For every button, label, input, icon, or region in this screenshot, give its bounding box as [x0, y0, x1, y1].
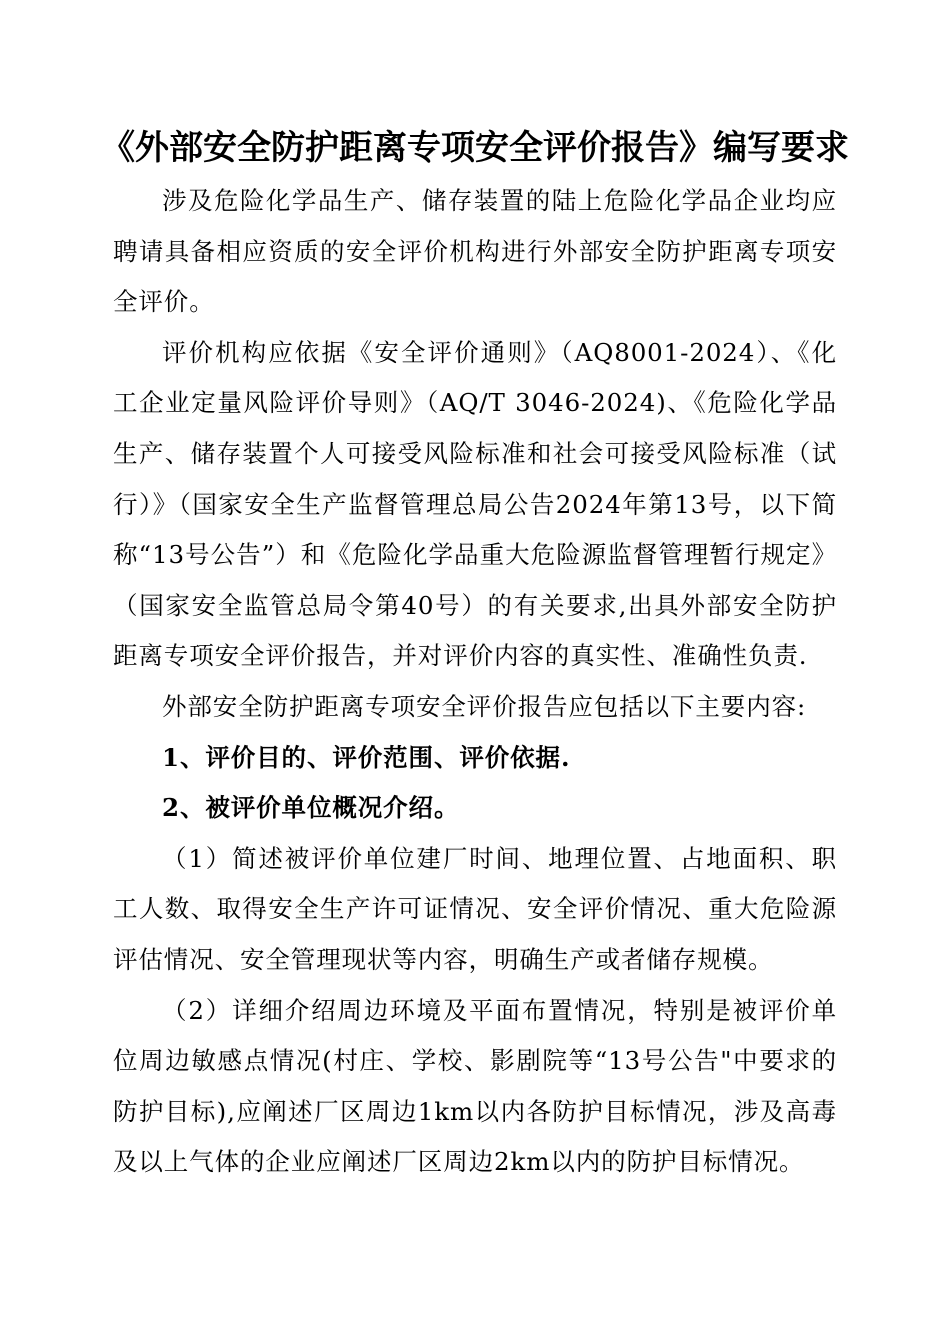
- section-heading-2: 2、被评价单位概况介绍。: [162, 793, 460, 823]
- paragraph-scope: 涉及危险化学品生产、储存装置的陆上危险化学品企业均应聘请具备相应资质的安全评价机构进行外部安全防护距离专项安全评价。: [113, 186, 837, 317]
- paragraph-basis: 评价机构应依据《安全评价通则》（AQ8001-2024）、《化工企业定量风险评价导则》（AQ/T 3046-2024)、《危险化学品生产、储存装置个人可接受风险标准和社会可接受风险标准（试行）》（国家安全生产监督管理总局公告2024年第13号，以下简称“13号公告”）和《危险化学品重大危险源监督管理暂行规定》（国家安全监管总局令第40号）的有关要求,出具外部安全防护距离专项安全评价报告，并对评价内容的真实性、准确性负责.: [113, 337, 837, 671]
- paragraph-item-2: （2）详细介绍周边环境及平面布置情况，特别是被评价单位周边敏感点情况(村庄、学校、影剧院等“13号公告"中要求的防护目标),应阐述厂区周边1km以内各防护目标情况，涉及高毒及以上气体的企业应阐述厂区周边2km以内的防护目标情况。: [113, 995, 837, 1177]
- paragraph-contents-intro: 外部安全防护距离专项安全评价报告应包括以下主要内容:: [162, 691, 807, 721]
- document-title: 《外部安全防护距离专项安全评价报告》编写要求: [101, 128, 849, 168]
- document-body: [113, 176, 837, 1188]
- paragraph-item-1: （1）简述被评价单位建厂时间、地理位置、占地面积、职工人数、取得安全生产许可证情况、安全评价情况、重大危险源评估情况、安全管理现状等内容，明确生产或者储存规模。: [113, 843, 837, 974]
- section-heading-1: 1、评价目的、评价范围、评价依据.: [162, 742, 571, 772]
